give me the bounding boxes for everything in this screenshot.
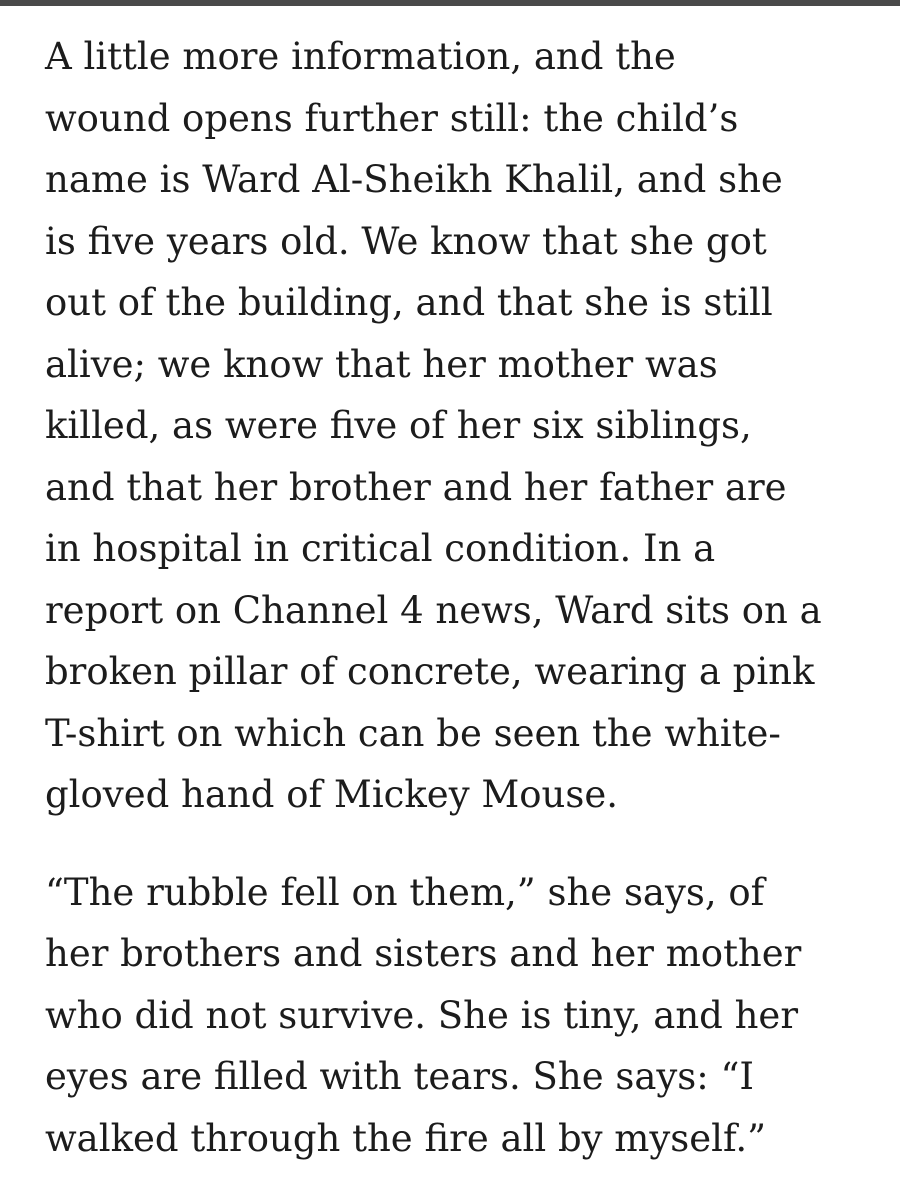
text-line: killed, as were five of her six siblings,	[45, 404, 752, 447]
text-line: who did not survive. She is tiny, and her	[45, 993, 799, 1037]
text-line: out of the building, and that she is still	[45, 281, 773, 324]
text-line: alive; we know that her mother was	[45, 342, 718, 386]
article-body	[45, 26, 865, 1169]
text-line: broken pillar of concrete, wearing a pink	[45, 650, 815, 693]
article-paragraph	[45, 26, 865, 826]
text-line: wound opens further still: the child’s	[45, 96, 739, 140]
text-line: walked through the fire all by myself.”	[45, 1116, 767, 1160]
text-line: A little more information, and the	[45, 35, 676, 78]
text-line: name is Ward Al-Sheikh Khalil, and she	[45, 158, 783, 201]
text-line: T-shirt on which can be seen the white-	[45, 711, 781, 755]
text-line: her brothers and sisters and her mother	[45, 932, 802, 975]
text-line: “The rubble fell on them,” she says, of	[45, 870, 765, 914]
text-line: and that her brother and her father are	[45, 465, 787, 509]
text-line: is five years old. We know that she got	[45, 219, 767, 263]
article-paragraph	[45, 862, 865, 1170]
top-divider	[0, 0, 900, 6]
text-line: report on Channel 4 news, Ward sits on a	[45, 588, 822, 632]
text-line: eyes are filled with tears. She says: “I	[45, 1055, 755, 1098]
text-line: gloved hand of Mickey Mouse.	[45, 773, 618, 816]
text-line: in hospital in critical condition. In a	[45, 527, 716, 570]
